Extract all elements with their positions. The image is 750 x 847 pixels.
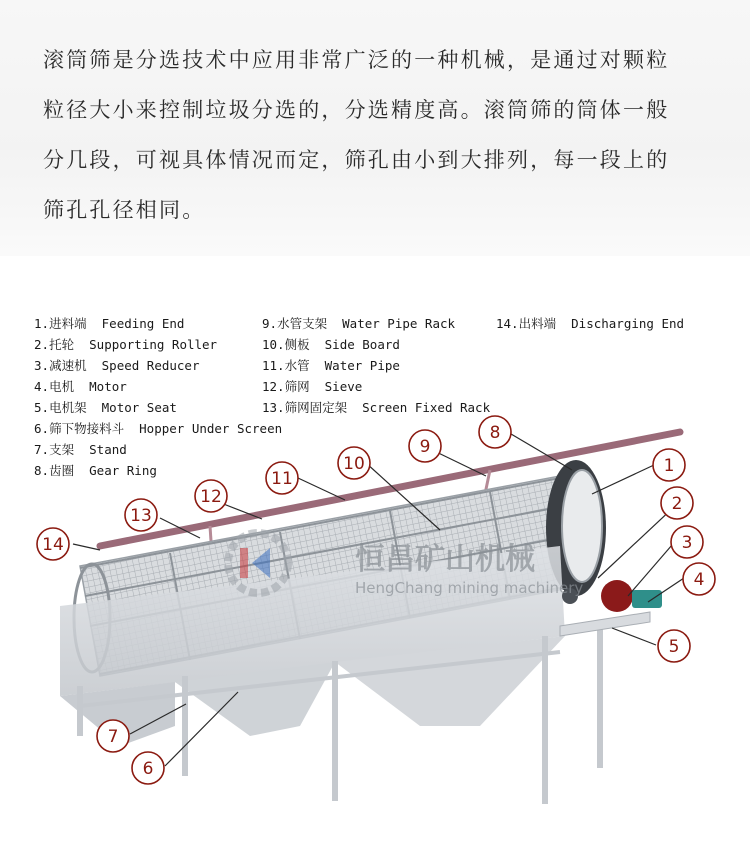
brand-watermark-en: HengChang mining machinery	[355, 579, 584, 597]
intro-line-4: 筛孔孔径相同。	[43, 198, 206, 222]
svg-text:12: 12	[200, 487, 222, 507]
legend-item-8: 8.齿圈 Gear Ring	[34, 463, 157, 478]
svg-text:11: 11	[271, 469, 293, 489]
legend-item-2: 2.托轮 Supporting Roller	[34, 337, 218, 352]
callout-6	[132, 752, 164, 784]
callout-4	[683, 563, 715, 595]
svg-text:14: 14	[42, 535, 64, 555]
svg-text:3: 3	[681, 533, 693, 553]
svg-text:2: 2	[671, 494, 683, 514]
legend-item-6: 6.筛下物接料斗 Hopper Under Screen	[34, 421, 283, 436]
svg-text:13: 13	[130, 506, 152, 526]
legend-item-9: 9.水管支架 Water Pipe Rack	[262, 316, 456, 331]
callout-12	[195, 480, 227, 512]
legend-item-14: 14.出料端 Discharging End	[496, 316, 685, 331]
legend-item-5: 5.电机架 Motor Seat	[34, 400, 177, 415]
legend-item-7: 7.支架 Stand	[34, 442, 127, 457]
svg-text:6: 6	[142, 759, 154, 779]
legend-item-1: 1.进料端 Feeding End	[34, 316, 185, 331]
feeding-end	[562, 470, 602, 582]
callout-1	[653, 449, 685, 481]
callout-7	[97, 720, 129, 752]
callout-2	[661, 487, 693, 519]
callout-3	[671, 526, 703, 558]
callout-8	[479, 416, 511, 448]
motor-seat	[560, 612, 650, 636]
motor	[632, 590, 662, 608]
svg-text:4: 4	[693, 570, 705, 590]
callout-10	[338, 447, 370, 479]
intro-panel	[0, 0, 750, 256]
svg-text:10: 10	[343, 454, 365, 474]
callout-9	[409, 430, 441, 462]
legend-item-4: 4.电机 Motor	[34, 379, 127, 394]
intro-line-3: 分几段，可视具体情况而定，筛孔由小到大排列，每一段上的	[43, 148, 670, 172]
svg-text:8: 8	[489, 423, 501, 443]
svg-text:5: 5	[668, 637, 680, 657]
legend-item-13: 13.筛网固定架 Screen Fixed Rack	[262, 400, 491, 415]
legend-item-10: 10.侧板 Side Board	[262, 337, 400, 352]
legend-item-11: 11.水管 Water Pipe	[262, 358, 400, 373]
brand-watermark-cn: 恒昌矿山机械	[355, 542, 535, 577]
callout-13	[125, 499, 157, 531]
legend-item-3: 3.减速机 Speed Reducer	[34, 358, 200, 373]
callout-5	[658, 630, 690, 662]
intro-line-2: 粒径大小来控制垃圾分选的，分选精度高。滚筒筛的筒体一般	[43, 98, 670, 122]
intro-line-1: 滚筒筛是分选技术中应用非常广泛的一种机械，是通过对颗粒	[43, 48, 670, 72]
svg-text:9: 9	[419, 437, 431, 457]
svg-text:7: 7	[107, 727, 119, 747]
callout-14	[37, 528, 69, 560]
callout-11	[266, 462, 298, 494]
legend-item-12: 12.筛网 Sieve	[262, 379, 363, 394]
svg-text:1: 1	[663, 456, 675, 476]
